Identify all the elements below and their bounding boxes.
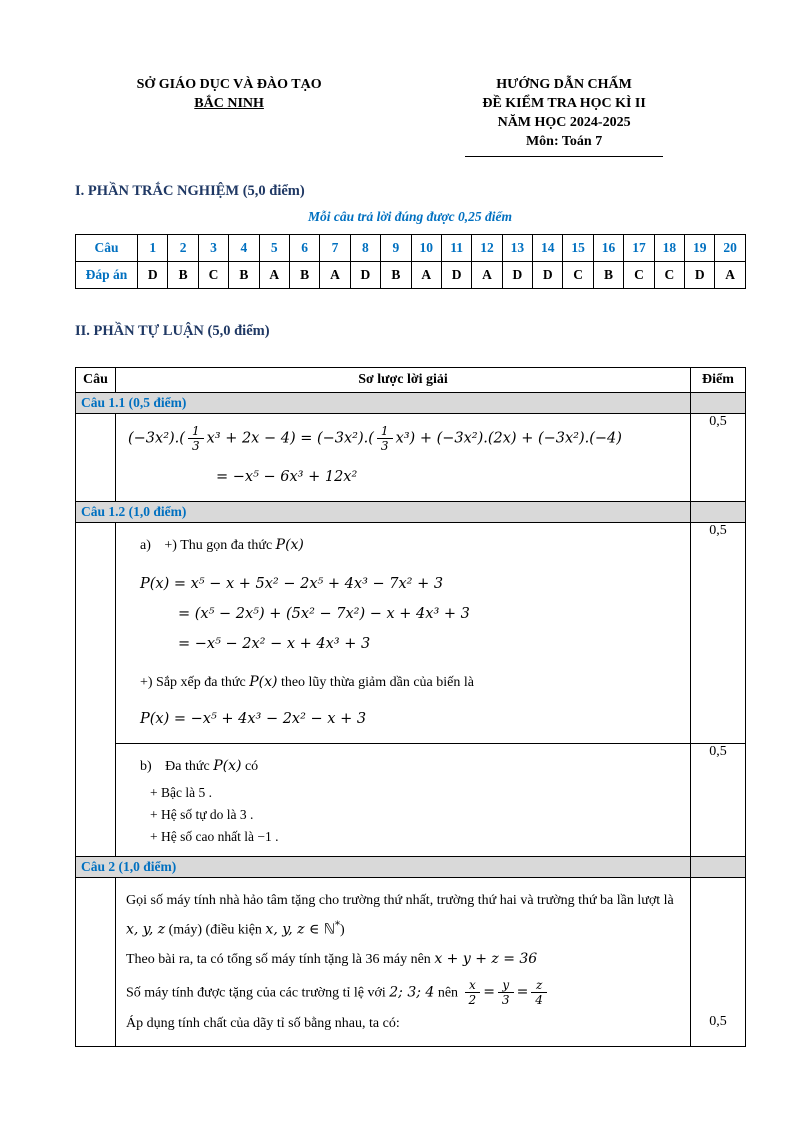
cau12b-constant-line: + Hệ số tự do là 3 . (150, 807, 254, 822)
variables-xyz: x, y, z (126, 921, 166, 938)
cau12a-sort-line (140, 670, 676, 695)
mcq-question-number: 5 (259, 235, 289, 262)
mcq-answer: A (715, 262, 745, 289)
polynomial-name: P(x) (249, 674, 278, 690)
title-underline-rule (465, 156, 663, 157)
title-block (383, 75, 745, 157)
mcq-answer: D (441, 262, 471, 289)
cau11-equation-line1 (128, 424, 682, 453)
mcq-answer: B (593, 262, 623, 289)
mcq-answer: A (259, 262, 289, 289)
cau12-band-row (76, 502, 746, 523)
fraction-numerator: x (468, 977, 476, 992)
fraction-x-over-2 (465, 978, 481, 1007)
mcq-answer: B (289, 262, 319, 289)
fraction-denominator: 3 (377, 438, 393, 453)
mcq-question-number: 10 (411, 235, 441, 262)
essay-header-cau: Câu (76, 368, 116, 393)
mcq-question-number: 13 (502, 235, 532, 262)
cau12a-equation-line3: = −x⁵ − 2x² − x + 4x³ + 3 (178, 636, 371, 652)
math-segment: x³ + 2x − 4) = (−3x²).( (206, 430, 374, 447)
item-label-a: a) (140, 538, 151, 553)
mcq-question-number: 17 (624, 235, 654, 262)
issuer-name: SỞ GIÁO DỤC VÀ ĐÀO TẠO (136, 77, 322, 92)
doc-subtitle: ĐỀ KIỂM TRA HỌC KÌ II (482, 96, 646, 111)
fraction-denominator: 2 (465, 992, 481, 1007)
fraction-z-over-4 (531, 978, 547, 1007)
cau12a-intro-text: +) Thu gọn đa thức (164, 538, 273, 553)
cau12b-solution-row (76, 744, 746, 857)
cau12b-solution-cell (116, 744, 691, 857)
mcq-answer-row (76, 262, 746, 289)
cau12a-intro-line (140, 533, 676, 558)
cau2-score: 0,5 (691, 878, 746, 1047)
cau12a-solution-row (76, 523, 746, 744)
mcq-question-number: 2 (168, 235, 198, 262)
cau12b-degree-line: + Bậc là 5 . (150, 785, 212, 800)
cau2-setup-text2: (máy) (điều kiện (168, 922, 262, 938)
mcq-question-number: 16 (593, 235, 623, 262)
mcq-scoring-note: Mỗi câu trả lời đúng được 0,25 điểm (307, 209, 513, 224)
essay-solutions-table (75, 367, 746, 1047)
cau11-equation-line2: = −x⁵ − 6x³ + 12x² (216, 469, 358, 485)
equals-sign: = (516, 984, 529, 1001)
sum-equation: x + y + z = 36 (434, 950, 538, 967)
math-segment: (−3x²).( (128, 430, 185, 447)
cau12b-score: 0,5 (691, 744, 746, 857)
mcq-row-label-dapan: Đáp án (76, 262, 138, 289)
subject-line: Môn: Toán 7 (525, 134, 603, 149)
cau12a-equation-line1: P(x) = x⁵ − x + 5x² − 2x⁵ + 4x³ − 7x² + 3 (140, 576, 444, 592)
cau12-band-label: Câu 1.2 (1,0 điểm) (76, 502, 691, 523)
mcq-answer: D (350, 262, 380, 289)
cau12a-equation-line4: P(x) = −x⁵ + 4x³ − 2x² − x + 3 (140, 711, 367, 727)
mcq-question-number: 11 (441, 235, 471, 262)
mcq-answer: A (320, 262, 350, 289)
cau2-band-empty-cell (691, 857, 746, 878)
fraction-one-third (188, 424, 204, 453)
mcq-question-number: 14 (533, 235, 563, 262)
cau11-band-row (76, 393, 746, 414)
fraction-denominator: 3 (498, 992, 514, 1007)
cau2-band-row (76, 857, 746, 878)
mcq-question-number: 6 (289, 235, 319, 262)
cau2-empty-cau-cell (76, 878, 116, 1047)
cau2-setup-line (126, 888, 682, 943)
cau2-solution-row (76, 878, 746, 1047)
mcq-answer: B (381, 262, 411, 289)
cau11-solution-cell (116, 414, 691, 502)
cau2-total-line (126, 947, 682, 972)
cau12b-intro-line (140, 754, 676, 779)
fraction-y-over-3 (498, 978, 514, 1007)
mcq-number-row (76, 235, 746, 262)
cau2-ratio-text2: nên (437, 985, 459, 1001)
cau2-setup-text1: Gọi số máy tính nhà hảo tâm tặng cho trường thứ nhất, trường thứ hai và trường thứ ba lần lượt là (126, 893, 674, 908)
mcq-row-label-cau: Câu (76, 235, 138, 262)
mcq-answer: C (654, 262, 684, 289)
essay-header-giai: Sơ lược lời giải (116, 368, 691, 393)
mcq-answer: A (472, 262, 502, 289)
ratio-equation (462, 977, 550, 1007)
essay-header-row (76, 368, 746, 393)
mcq-answer-table (75, 234, 746, 289)
cau2-apply-property-line: Áp dụng tính chất của dãy tỉ số bằng nhau, ta có: (126, 1015, 400, 1031)
fraction-numerator: y (502, 977, 510, 992)
school-year: NĂM HỌC 2024-2025 (497, 115, 631, 130)
mcq-question-number: 3 (198, 235, 228, 262)
cau12a-score: 0,5 (691, 523, 746, 744)
cau2-band-label: Câu 2 (1,0 điểm) (76, 857, 691, 878)
essay-header-diem: Điểm (691, 368, 746, 393)
mcq-question-number: 19 (685, 235, 715, 262)
fraction-denominator: 3 (188, 438, 204, 453)
cau12b-intro-text2: có (244, 759, 259, 774)
mcq-question-number: 15 (563, 235, 593, 262)
doc-title: HƯỚNG DẪN CHẤM (496, 77, 632, 92)
fraction-denominator: 4 (531, 992, 547, 1007)
mcq-answer: B (168, 262, 198, 289)
cau12a-solution-cell (116, 523, 691, 744)
polynomial-name: P(x) (213, 758, 242, 774)
math-segment: x³) + (−3x²).(2x) + (−3x²).(−4) (395, 430, 622, 447)
cau2-ratio-line (126, 978, 682, 1007)
cau12-band-empty-cell (691, 502, 746, 523)
mcq-question-number: 18 (654, 235, 684, 262)
cau12a-sort-text2: theo lũy thừa giảm dần của biến là (280, 675, 474, 690)
equals-sign: = (483, 984, 495, 1001)
document-header (75, 75, 745, 157)
condition-natural-numbers: x, y, z ∈ ℕ (265, 921, 336, 938)
natural-star-superscript: * (335, 920, 341, 931)
cau11-score: 0,5 (691, 414, 746, 502)
mcq-question-number: 20 (715, 235, 745, 262)
mcq-answer: D (685, 262, 715, 289)
issuer-block (75, 75, 383, 157)
fraction-one-third (377, 424, 393, 453)
cau2-total-text: Theo bài ra, ta có tổng số máy tính tặng là 36 máy nên (126, 951, 431, 967)
section2-title: II. PHẦN TỰ LUẬN (5,0 điểm) (75, 323, 270, 339)
cau2-solution-cell (116, 878, 691, 1047)
fraction-numerator: z (535, 977, 543, 992)
cau11-band-label: Câu 1.1 (0,5 điểm) (76, 393, 691, 414)
cau12a-sort-text1: +) Sắp xếp đa thức (140, 675, 246, 690)
item-label-b: b) (140, 759, 152, 774)
issuer-province: BẮC NINH (194, 96, 264, 111)
mcq-question-number: 8 (350, 235, 380, 262)
mcq-question-number: 1 (138, 235, 168, 262)
cau11-empty-cau-cell (76, 414, 116, 502)
mcq-answer: D (138, 262, 168, 289)
fraction-numerator: 1 (191, 424, 200, 438)
cau2-ratio-text: Số máy tính được tặng của các trường tỉ lệ với (126, 985, 386, 1001)
mcq-answer: D (502, 262, 532, 289)
cau12b-intro-text: Đa thức (165, 759, 210, 774)
mcq-question-number: 4 (229, 235, 259, 262)
mcq-question-number: 9 (381, 235, 411, 262)
cau2-setup-text3: ) (340, 922, 345, 938)
cau12-empty-cau-cell (76, 523, 116, 857)
mcq-answer: C (563, 262, 593, 289)
mcq-question-number: 12 (472, 235, 502, 262)
cau12a-equation-line2: = (x⁵ − 2x⁵) + (5x² − 7x²) − x + 4x³ + 3 (178, 606, 470, 622)
polynomial-name: P(x) (275, 537, 304, 553)
cau11-solution-row (76, 414, 746, 502)
mcq-answer: B (229, 262, 259, 289)
mcq-answer: D (533, 262, 563, 289)
mcq-answer: C (198, 262, 228, 289)
cau11-band-empty-cell (691, 393, 746, 414)
ratio-values: 2; 3; 4 (389, 984, 435, 1001)
mcq-answer: A (411, 262, 441, 289)
fraction-numerator: 1 (380, 424, 389, 438)
mcq-answer: C (624, 262, 654, 289)
mcq-question-number: 7 (320, 235, 350, 262)
cau12b-leading-coef-line: + Hệ số cao nhất là −1 . (150, 829, 279, 844)
section1-title: I. PHẦN TRẮC NGHIỆM (5,0 điểm) (75, 183, 305, 199)
